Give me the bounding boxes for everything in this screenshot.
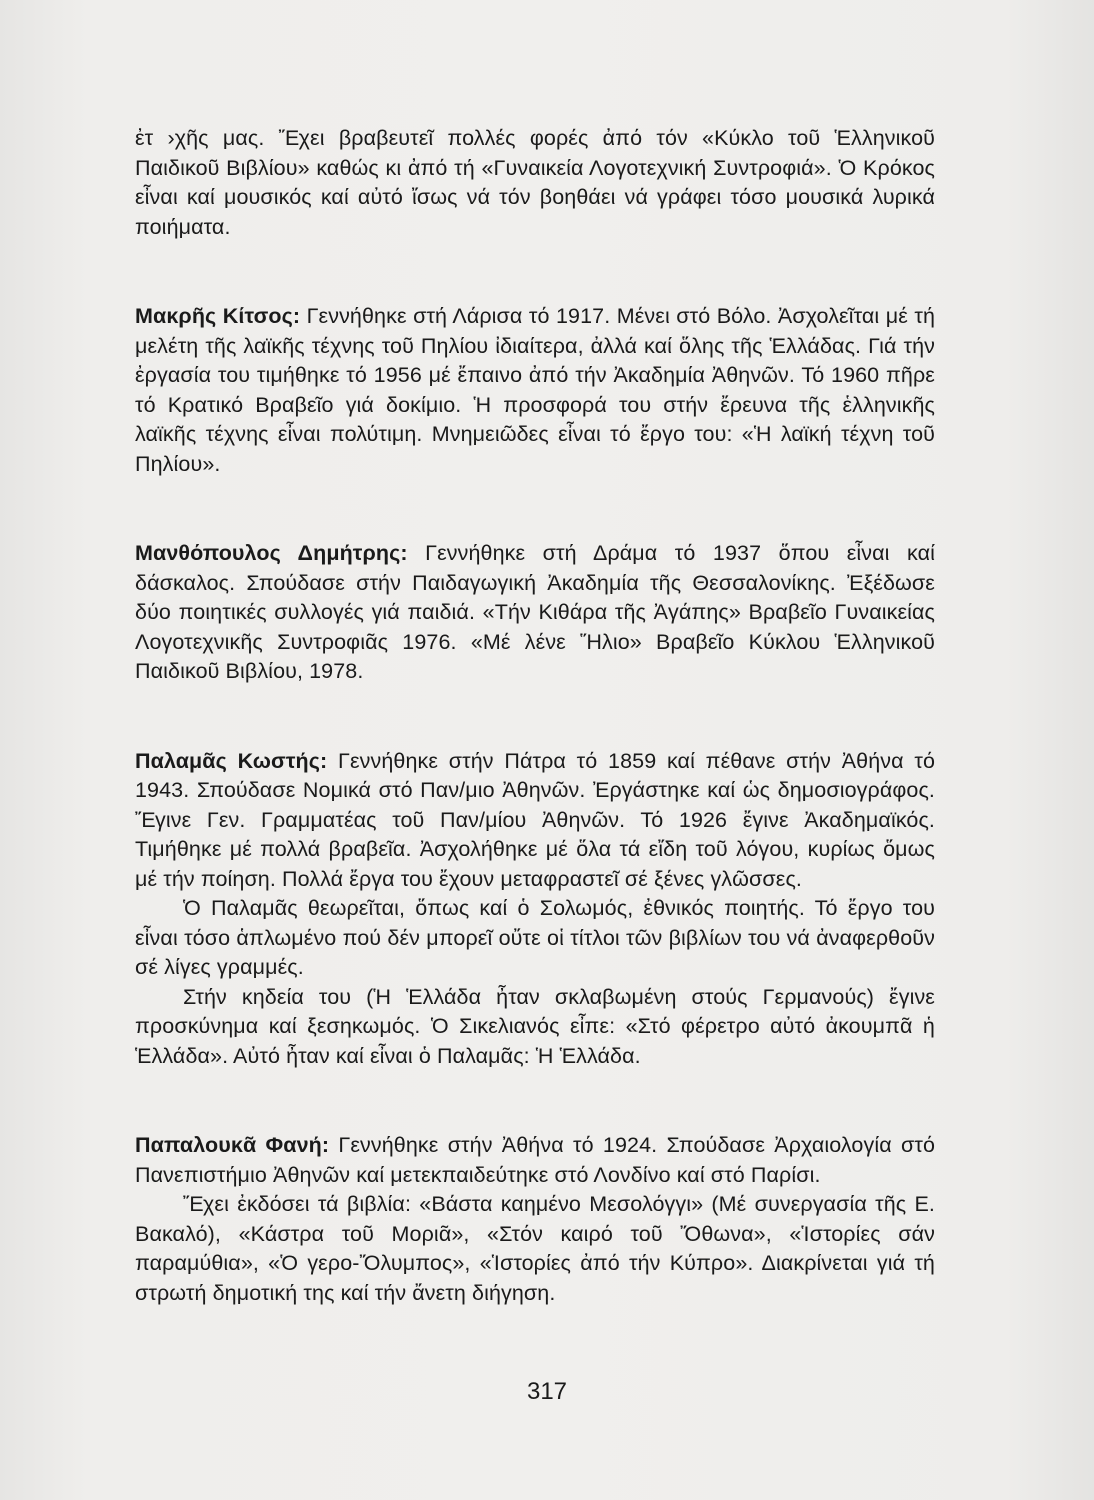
entry-name: Παπαλουκᾶ Φανή: <box>135 1133 330 1157</box>
paragraph-text: Γεννήθηκε στή Δράμα τό 1937 ὅπου εἶναι καί δάσκαλος. Σπούδασε στήν Παιδαγωγική Ἀκαδημία τῆς Θεσσαλονίκης. Ἐξέδωσε δύο ποιητικές συλλογές γιά παιδιά. «Τήν Κιθάρα τῆς Ἀγάπης» Βραβεῖο Γυναικείας Λογοτεχνικῆς Συντροφιᾶς 1976. «Μέ λένε Ἥλιο» Βραβεῖο Κύκλου Ἑλληνικοῦ Παιδικοῦ Βιβλίου, 1978. <box>135 541 936 683</box>
paragraph-text: Γεννήθηκε στήν Πάτρα τό 1859 καί πέθανε στήν Ἀθήνα τό 1943. Σπούδασε Νομικά στό Παν/μιο Ἀθηνῶν. Ἐργάστηκε καί ὡς δημοσιογράφος. Ἔγινε Γεν. Γραμματέας τοῦ Παν/μίου Ἀθηνῶν. Τό 1926 ἔγινε Ἀκαδημαϊκός. Τιμήθηκε μέ πολλά βραβεῖα. Ἀσχολήθηκε μέ ὅλα τά εἴδη τοῦ λόγου, κυρίως ὅμως μέ τήν ποίηση. Πολλά ἔργα του ἔχουν μεταφραστεῖ σέ ξένες γλῶσσες. <box>135 748 935 891</box>
entry-manthopoulos-dimitris <box>135 539 935 687</box>
paragraph-text: Γεννήθηκε στήν Ἀθήνα τό 1924. Σπούδασε Ἀρχαιολογία στό Πανεπιστήμιο Ἀθηνῶν καί μετεκπαιδεύτηκε στό Λονδίνο καί στό Παρίσι. <box>135 1133 935 1187</box>
entry-paragraph <box>135 983 935 1072</box>
entry-makris-kitsos <box>135 302 935 479</box>
entry-paragraph <box>135 894 935 983</box>
entry-papalouka-fani <box>135 1131 935 1308</box>
page-number: 317 <box>526 1378 568 1405</box>
entry-name: Μανθόπουλος Δημήτρης: <box>135 541 408 565</box>
paragraph-text: Ἔχει ἐκδόσει τά βιβλία: «Βάστα καημένο Μεσολόγγι» (Μέ συνεργασία τῆς Ε. Βακαλό), «Κάστρα τοῦ Μοριᾶ», «Στόν καιρό τοῦ Ὄθωνα», «Ἱστορίες σάν παραμύθια», «Ὁ γερο-Ὄλυμπος», «Ἱστορίες ἀπό τήν Κύπρο». Διακρίνεται γιά τή στρωτή δημοτική της καί τήν ἄνετη διήγηση. <box>135 1192 935 1305</box>
entry-name: Παλαμᾶς Κωστής: <box>135 748 328 773</box>
biography-text <box>135 124 935 1308</box>
entry-continuation <box>135 124 935 242</box>
entry-palamas-kostis <box>135 747 935 1072</box>
entry-paragraph <box>135 539 935 687</box>
paragraph-text: ἐτ ›χῆς μας. Ἔχει βραβευτεῖ πολλές φορές ἀπό τόν «Κύκλο τοῦ Ἑλληνικοῦ Παιδικοῦ Βιβλίου» καθώς κι ἀπό τή «Γυναικεία Λογοτεχνική Συντροφιά». Ὁ Κρόκος εἶναι καί μουσικός καί αὐτό ἴσως νά τόν βοηθάει νά γράφει τόσο μουσικά λυρικά ποιήματα. <box>135 126 935 239</box>
entry-name: Μακρῆς Κίτσος: <box>135 304 301 328</box>
entry-paragraph <box>135 1190 935 1308</box>
entry-paragraph <box>135 747 935 895</box>
paragraph-text: Στήν κηδεία του (Ἡ Ἑλλάδα ἦταν σκλαβωμένη στούς Γερμανούς) ἔγινε προσκύνημα καί ξεσηκωμός. Ὁ Σικελιανός εἶπε: «Στό φέρετρο αὐτό ἀκουμπᾶ ἡ Ἑλλάδα». Αὐτό ἦταν καί εἶναι ὁ Παλαμᾶς: Ἡ Ἑλλάδα. <box>135 984 935 1068</box>
paragraph-text: Ὁ Παλαμᾶς θεωρεῖται, ὅπως καί ὁ Σολωμός, ἐθνικός ποιητής. Τό ἔργο του εἶναι τόσο ἁπλωμένο πού δέν μπορεῖ οὔτε οἱ τίτλοι τῶν βιβλίων του νά ἀναφερθοῦν σέ λίγες γραμμές. <box>135 896 935 979</box>
paragraph-text: Γεννήθηκε στή Λάρισα τό 1917. Μένει στό Βόλο. Ἀσχολεῖται μέ τή μελέτη τῆς λαϊκῆς τέχνης τοῦ Πηλίου ἰδιαίτερα, ἀλλά καί ὅλης τῆς Ἑλλάδας. Γιά τήν ἐργασία του τιμήθηκε τό 1956 μέ ἔπαινο ἀπό τήν Ἀκαδημία Ἀθηνῶν. Τό 1960 πῆρε τό Κρατικό Βραβεῖο γιά δοκίμιο. Ἡ προσφορά του στήν ἔρευνα τῆς ἑλληνικῆς λαϊκῆς τέχνης εἶναι πολύτιμη. Μνημειῶδες εἶναι τό ἔργο του: «Ἡ λαϊκή τέχνη τοῦ Πηλίου». <box>135 304 936 476</box>
entry-paragraph <box>135 302 935 479</box>
entry-paragraph <box>135 124 935 242</box>
entry-paragraph <box>135 1131 935 1190</box>
